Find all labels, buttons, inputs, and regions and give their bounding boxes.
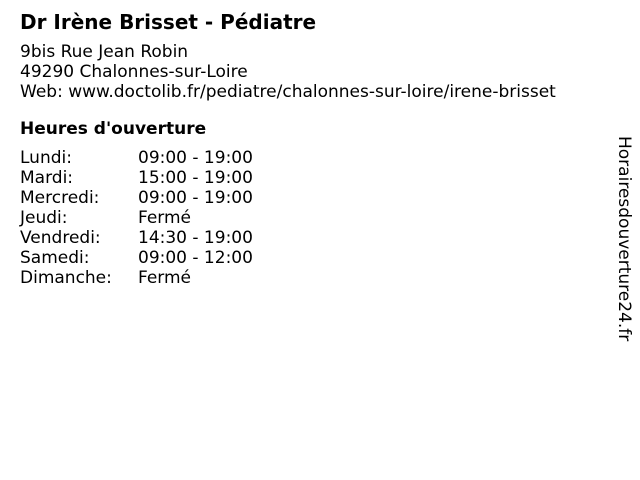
address-street: 9bis Rue Jean Robin: [20, 42, 189, 62]
day-label: Dimanche:: [20, 268, 112, 288]
address-web: Web: www.doctolib.fr/pediatre/chalonnes-sur-loire/irene-brisset: [20, 82, 556, 102]
hours-row-friday: [20, 228, 600, 248]
page-title: Dr Irène Brisset - Pédiatre: [20, 10, 317, 34]
day-label: Jeudi:: [20, 208, 68, 228]
day-label: Lundi:: [20, 148, 72, 168]
address-city: 49290 Chalonnes-sur-Loire: [20, 62, 248, 82]
opening-hours-list: [20, 148, 600, 288]
opening-hours-heading: Heures d'ouverture: [20, 119, 207, 139]
business-card: [20, 8, 600, 288]
time-value: 09:00 - 19:00: [138, 148, 253, 168]
time-value: 14:30 - 19:00: [138, 228, 253, 248]
hours-row-tuesday: [20, 168, 600, 188]
hours-row-monday: [20, 148, 600, 168]
day-label: Vendredi:: [20, 228, 101, 248]
hours-row-thursday: [20, 208, 600, 228]
address-block: [20, 42, 600, 102]
time-value: Fermé: [138, 208, 192, 228]
time-value: 09:00 - 19:00: [138, 188, 253, 208]
hours-row-sunday: [20, 268, 600, 288]
hours-row-wednesday: [20, 188, 600, 208]
time-value: Fermé: [138, 268, 192, 288]
time-value: 15:00 - 19:00: [138, 168, 253, 188]
brand-watermark-text: Horairesdouverture24.fr: [614, 136, 634, 342]
day-label: Samedi:: [20, 248, 90, 268]
time-value: 09:00 - 12:00: [138, 248, 253, 268]
day-label: Mercredi:: [20, 188, 100, 208]
hours-row-saturday: [20, 248, 600, 268]
day-label: Mardi:: [20, 168, 74, 188]
